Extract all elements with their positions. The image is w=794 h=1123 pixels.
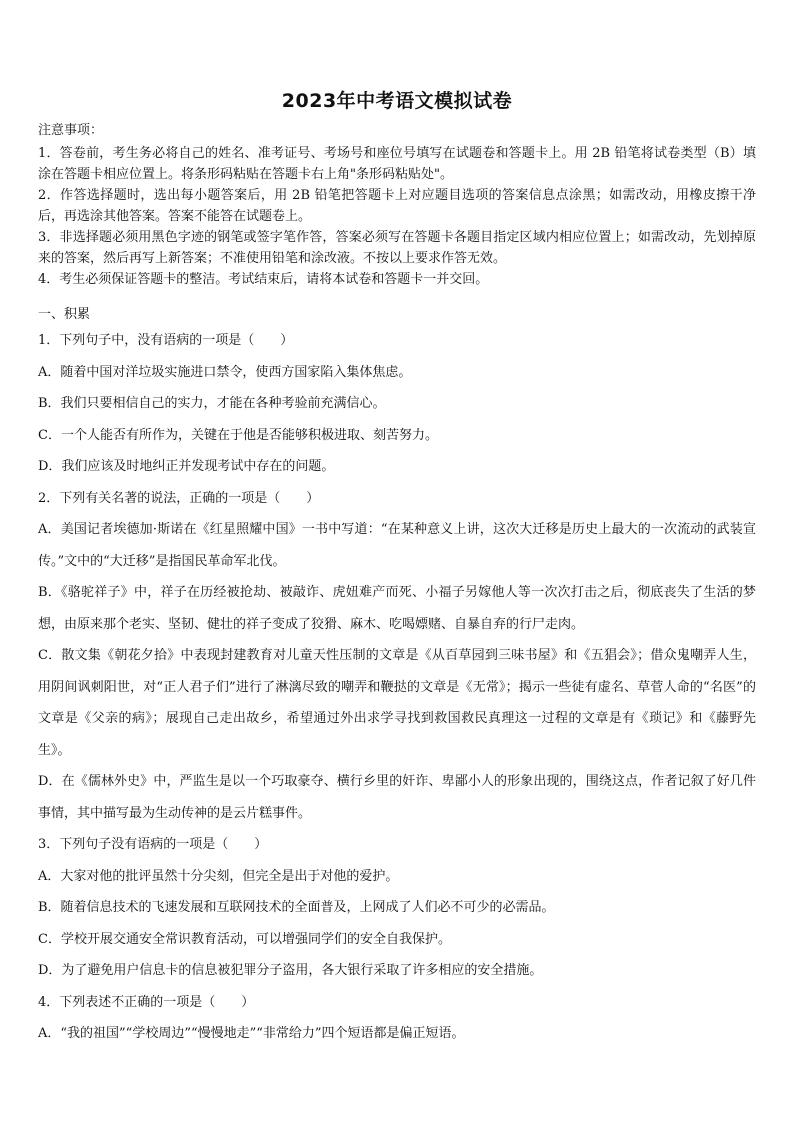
option-a: A．美国记者埃德加·斯诺在《红星照耀中国》一书中写道：“在某种意义上讲，这次大迁移是历史上最大的一次流动的武装宣传。”文中的“大迁移”是指国民革命军北伐。 [38,522,756,569]
option-a: A．“我的祖国”“学校周边”“慢慢地走”“非常给力”四个短语都是偏正短语。 [38,1026,465,1041]
option-c: C．散文集《朝花夕拾》中表现封建教育对儿童天性压制的文章是《从百草园到三味书屋》和《五猖会》；借众鬼嘲弄人生，用阴间讽刺阳世，对“正人君子们”进行了淋漓尽致的嘲弄和鞭挞的文章是《无常》；揭示一些徒有虚名、草菅人命的“名医”的文章是《父亲的病》；展现自己走出故乡，希望通过外出求学寻找到救国救民真理这一过程的文章是有《琐记》和《藤野先生》。 [38,648,756,758]
notice-item: 1．答卷前，考生务必将自己的姓名、准考证号、考场号和座位号填写在试题卷和答题卡上。用 2B 铅笔将试卷类型（B）填涂在答题卡相应位置上。将条形码粘贴在答题卡右上角"条形码粘贴处"。 [38,146,756,182]
question-3 [38,829,756,987]
notice-item: 4．考生必须保证答题卡的整洁。考试结束后，请将本试卷和答题卡一并交回。 [38,272,489,287]
question-stem: 4．下列表述不正确的一项是（ ） [38,994,255,1010]
option-a: A．大家对他的批评虽然十分尖刻，但完全是出于对他的爱护。 [38,868,399,884]
question-2 [38,483,756,830]
option-d: D．为了避免用户信息卡的信息被犯罪分子盗用，各大银行采取了许多相应的安全措施。 [38,963,543,978]
option-b: B．随着信息技术的飞速发展和互联网技术的全面普及，上网成了人们必不可少的必需品。 [38,900,555,915]
question-stem: 1．下列句子中，没有语病的一项是（ ） [38,333,294,348]
question-4 [38,987,756,1050]
page-title: 2023年中考语文模拟试卷 [281,90,513,112]
option-b: B．我们只要相信自己的实力，才能在各种考验前充满信心。 [38,396,386,411]
notice-section [38,120,756,290]
option-a: A．随着中国对洋垃圾实施进口禁令，使西方国家陷入集体焦虑。 [38,364,412,380]
option-c: C．学校开展交通安全常识教育活动，可以增强同学们的安全自我保护。 [38,931,451,947]
notice-item: 2．作答选择题时，选出每小题答案后，用 2B 铅笔把答题卡上对应题目选项的答案信息点涂黑；如需改动，用橡皮擦干净后，再选涂其他答案。答案不能答在试题卷上。 [38,188,756,224]
option-d: D．在《儒林外史》中，严监生是以一个巧取豪夺、横行乡里的奸诈、卑鄙小人的形象出现的，围绕这点，作者记叙了好几件事情，其中描写最为生动传神的是云片糕事件。 [38,774,756,821]
exam-content [38,120,756,1050]
option-d: D．我们应该及时地纠正并发现考试中存在的问题。 [38,459,335,474]
section-heading: 一、积累 [38,307,91,322]
notice-item: 3．非选择题必须用黑色字迹的钢笔或签字笔作答，答案必须写在答题卡各题目指定区域内相应位置上；如需改动，先划掉原来的答案，然后再写上新答案；不准使用铅笔和涂改液。不按以上要求作答无效。 [38,230,756,266]
option-c: C．一个人能否有所作为，关键在于他是否能够积极进取、刻苦努力。 [38,427,438,443]
question-1 [38,325,756,483]
question-stem: 2．下列有关名著的说法，正确的一项是（ ） [38,490,320,506]
question-stem: 3．下列句子没有语病的一项是（ ） [38,837,268,852]
notice-heading: 注意事项： [38,123,104,138]
option-b: B．《骆驼祥子》中，祥子在历经被抢劫、被敲诈、虎妞难产而死、小福子另嫁他人等一次次打击之后，彻底丧失了生活的梦想，由原来那个老实、坚韧、健壮的祥子变成了狡猾、麻木、吃喝嫖赌、自暴自弃的行尸走肉。 [38,585,756,632]
